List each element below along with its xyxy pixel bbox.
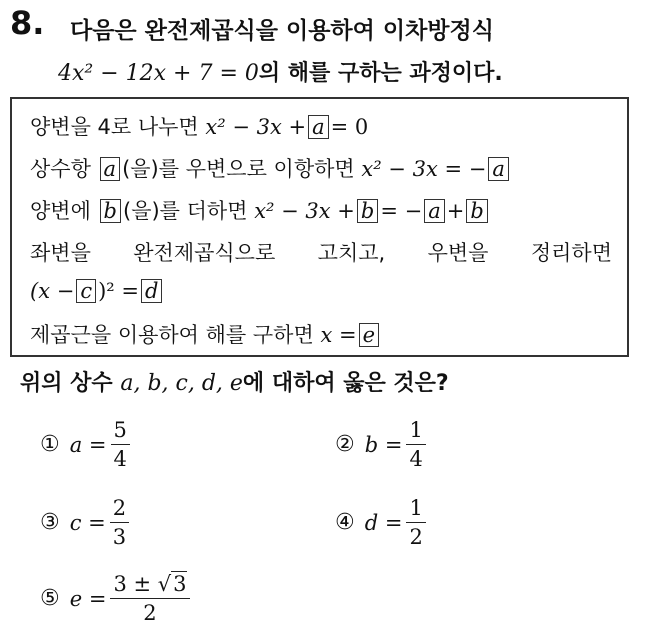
sqrt-sign: √ — [157, 572, 172, 596]
problem-equation-line — [58, 56, 503, 87]
fraction-numerator: 1 — [406, 496, 425, 523]
process-line-5 — [30, 279, 164, 303]
process-line-5-open: (x − — [30, 279, 75, 303]
blank-box-a: a — [424, 199, 445, 223]
process-line-3 — [30, 195, 490, 225]
blank-box-d: d — [141, 279, 162, 303]
fraction-numerator: 2 — [110, 496, 129, 523]
choice-variable: b = — [364, 432, 403, 457]
choice-1[interactable] — [40, 418, 130, 471]
process-line-2-math: x² − 3x = − — [361, 157, 487, 181]
fraction — [110, 496, 129, 549]
choice-variable: c = — [69, 510, 106, 535]
fraction-numerator: 5 — [111, 418, 130, 445]
blank-box-e: e — [359, 323, 379, 347]
process-line-1-text: 양변을 4로 나누면 — [30, 115, 199, 139]
choice-marker: ⑤ — [40, 586, 60, 611]
choice-3[interactable] — [40, 496, 129, 549]
choice-marker: ④ — [335, 510, 355, 535]
fraction-denominator: 2 — [409, 525, 423, 549]
problem-intro-tail: 의 해를 구하는 과정이다. — [258, 61, 503, 86]
blank-box-b: b — [100, 199, 121, 223]
process-line-4-word: 좌변을 — [30, 241, 91, 265]
process-line-3-math: x² − 3x + — [254, 199, 355, 223]
question-constants: a, b, c, d, e — [120, 371, 243, 396]
process-line-6-math: x = — [320, 323, 357, 347]
process-line-4-word: 완전제곱식으로 — [133, 241, 276, 265]
fraction-denominator: 3 — [112, 525, 127, 549]
choice-variable: e = — [69, 586, 107, 611]
blank-box-a: a — [308, 115, 329, 139]
process-line-3-mid: = − — [380, 199, 423, 223]
question-suffix: 에 대하여 옳은 것은? — [242, 371, 449, 396]
process-line-2 — [30, 153, 511, 183]
question-prefix: 위의 상수 — [20, 371, 113, 396]
process-line-4-word: 고치고, — [317, 241, 386, 265]
process-line-5-close: )² = — [98, 279, 139, 303]
process-box — [10, 97, 629, 357]
process-line-2-text: 상수항 — [30, 157, 91, 181]
blank-box-a: a — [488, 157, 509, 181]
fraction — [110, 572, 189, 625]
problem-number: 8. — [10, 4, 45, 42]
blank-box-b: b — [466, 199, 487, 223]
process-line-4-word: 정리하면 — [530, 241, 612, 265]
blank-box-a: a — [100, 157, 121, 181]
process-line-4 — [30, 237, 612, 267]
question — [20, 366, 449, 397]
process-line-2-text2: (을)를 우변으로 이항하면 — [122, 157, 355, 181]
choice-2[interactable] — [335, 418, 426, 471]
fraction-denominator: 4 — [113, 447, 127, 471]
sqrt-radicand: 3 — [173, 572, 187, 596]
process-line-6 — [30, 319, 381, 349]
choice-variable: a = — [69, 432, 107, 457]
process-line-3-plus: + — [446, 199, 465, 223]
choice-4[interactable] — [335, 496, 426, 549]
fraction — [111, 418, 130, 471]
blank-box-c: c — [76, 279, 96, 303]
fraction-numerator: 1 — [406, 418, 425, 445]
blank-box-b: b — [357, 199, 378, 223]
fraction-numerator — [110, 572, 189, 599]
process-line-1-end: = 0 — [330, 115, 369, 139]
process-line-4-word: 우변을 — [427, 241, 489, 265]
fraction — [406, 418, 425, 471]
process-line-1 — [30, 111, 368, 141]
process-line-3-text2: (을)를 더하면 — [123, 199, 248, 223]
fraction-denominator: 4 — [409, 447, 423, 471]
choice-5[interactable] — [40, 572, 190, 625]
process-line-3-text: 양변에 — [30, 199, 91, 223]
process-line-6-text: 제곱근을 이용하여 해를 구하면 — [30, 323, 314, 347]
choice-marker: ③ — [40, 510, 60, 535]
problem-intro: 다음은 완전제곱식을 이용하여 이차방정식 — [70, 18, 494, 44]
problem-equation: 4x² − 12x + 7 = 0 — [58, 61, 259, 86]
choice-marker: ① — [40, 432, 60, 457]
fraction — [406, 496, 425, 549]
choice-marker: ② — [335, 432, 355, 457]
choice-variable: d = — [364, 510, 403, 535]
process-line-1-math: x² − 3x + — [205, 115, 307, 139]
numerator-prefix: 3 ± — [113, 572, 152, 596]
fraction-denominator: 2 — [143, 601, 157, 625]
